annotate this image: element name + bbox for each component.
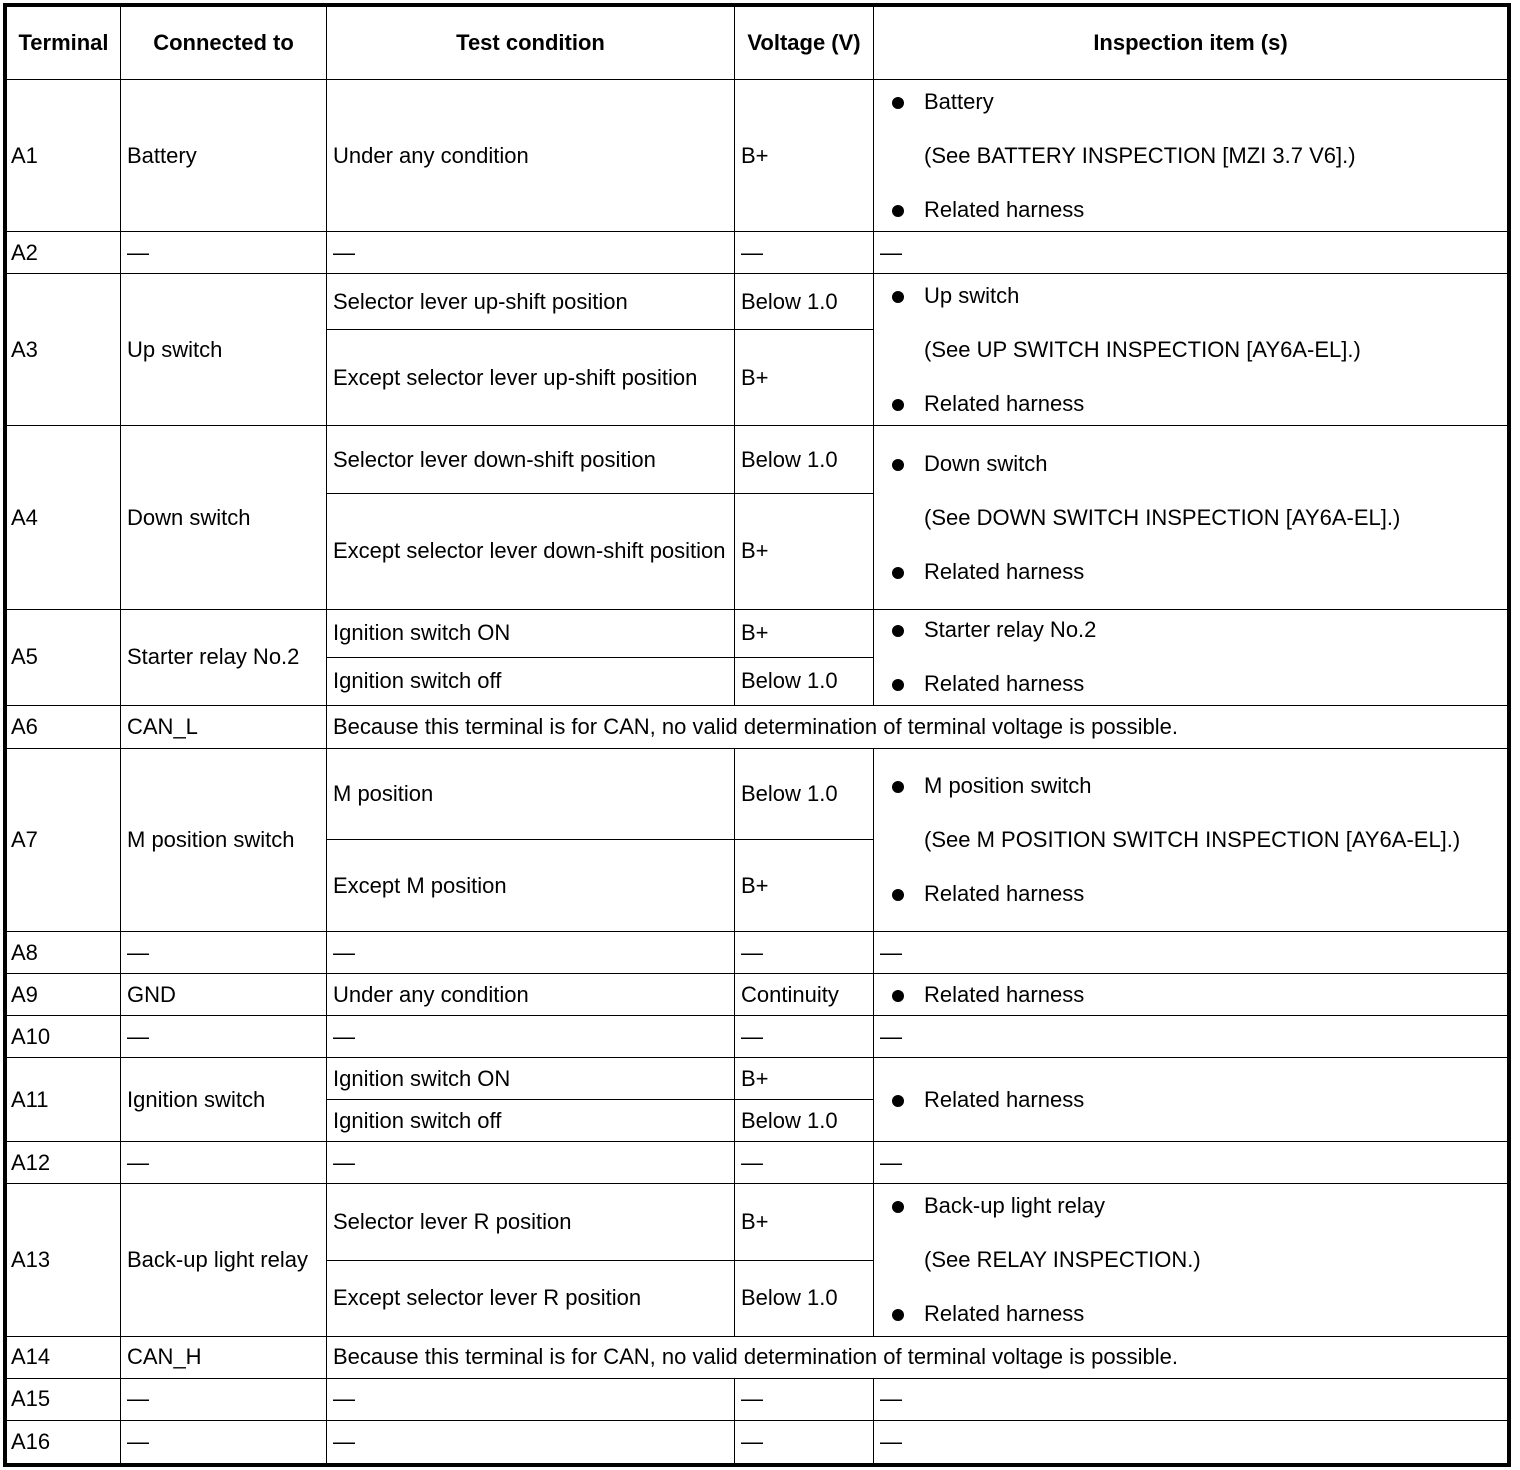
header-test-condition: Test condition <box>327 7 735 80</box>
inspection-item: Related harness <box>924 1085 1501 1115</box>
inspection-list <box>880 615 1501 699</box>
test-condition-cell: Under any condition <box>327 974 735 1016</box>
inspection-item: M position switch <box>924 771 1501 801</box>
connected-to-cell: Battery <box>121 80 327 232</box>
spacer <box>924 479 1501 503</box>
connected-to-cell: Down switch <box>121 426 327 609</box>
terminal-cell: A9 <box>7 974 121 1016</box>
voltage-cell: — <box>735 932 874 974</box>
terminal-cell: A12 <box>7 1142 121 1184</box>
inspection-item: Related harness <box>924 389 1501 419</box>
inspection-item: Related harness <box>924 195 1501 225</box>
inspection-cell <box>874 80 1508 232</box>
voltage-cell: Below 1.0 <box>735 1260 874 1336</box>
terminal-cell: A11 <box>7 1058 121 1142</box>
terminal-cell: A1 <box>7 80 121 232</box>
connected-to-cell: GND <box>121 974 327 1016</box>
connected-to-cell: CAN_H <box>121 1336 327 1378</box>
table-row <box>7 232 1508 274</box>
inspection-cell: — <box>874 1016 1508 1058</box>
header-terminal: Terminal <box>7 7 121 80</box>
test-condition-cell: Selector lever R position <box>327 1184 735 1260</box>
inspection-reference: (See M POSITION SWITCH INSPECTION [AY6A-EL].) <box>924 827 1461 853</box>
spacer <box>924 1221 1501 1245</box>
voltage-cell: B+ <box>735 609 874 657</box>
table-row <box>7 426 1508 493</box>
voltage-cell: Below 1.0 <box>735 1100 874 1142</box>
connected-to-cell: Ignition switch <box>121 1058 327 1142</box>
inspection-cell <box>874 274 1508 426</box>
terminal-cell: A8 <box>7 932 121 974</box>
terminal-voltage-table <box>6 6 1508 1464</box>
voltage-cell: B+ <box>735 1184 874 1260</box>
inspection-cell <box>874 426 1508 609</box>
voltage-cell: — <box>735 232 874 274</box>
spacer <box>924 855 1501 879</box>
table-row <box>7 1378 1508 1420</box>
inspection-item: Starter relay No.2 <box>924 615 1501 645</box>
voltage-cell: — <box>735 1420 874 1463</box>
connected-to-cell: Up switch <box>121 274 327 426</box>
connected-to-cell: — <box>121 232 327 274</box>
spacer <box>924 533 1501 557</box>
inspection-item: Down switch <box>924 449 1501 479</box>
terminal-cell: A5 <box>7 609 121 705</box>
terminal-cell: A6 <box>7 705 121 748</box>
inspection-list <box>880 771 1501 909</box>
table-row <box>7 1016 1508 1058</box>
test-condition-cell: — <box>327 1142 735 1184</box>
can-note-cell: Because this terminal is for CAN, no valid determination of terminal voltage is possible. <box>327 705 1508 748</box>
terminal-cell: A2 <box>7 232 121 274</box>
test-condition-cell: — <box>327 1378 735 1420</box>
test-condition-cell: Selector lever up-shift position <box>327 274 735 330</box>
test-condition-cell: Ignition switch ON <box>327 1058 735 1100</box>
connected-to-cell: — <box>121 1378 327 1420</box>
inspection-cell <box>874 1058 1508 1142</box>
test-condition-cell: — <box>327 232 735 274</box>
voltage-cell: Below 1.0 <box>735 657 874 705</box>
inspection-cell: — <box>874 932 1508 974</box>
voltage-cell: Continuity <box>735 974 874 1016</box>
inspection-list <box>880 281 1501 419</box>
voltage-cell: Below 1.0 <box>735 748 874 839</box>
terminal-cell: A16 <box>7 1420 121 1463</box>
voltage-cell: B+ <box>735 330 874 426</box>
test-condition-cell: Ignition switch ON <box>327 609 735 657</box>
inspection-cell <box>874 748 1508 931</box>
voltage-cell: — <box>735 1016 874 1058</box>
inspection-item: Battery <box>924 87 1501 117</box>
inspection-reference: (See BATTERY INSPECTION [MZI 3.7 V6].) <box>924 142 1356 168</box>
spacer <box>924 801 1501 825</box>
inspection-reference: (See RELAY INSPECTION.) <box>924 1247 1201 1273</box>
terminal-cell: A15 <box>7 1378 121 1420</box>
inspection-cell: — <box>874 1420 1508 1463</box>
test-condition-cell: Ignition switch off <box>327 1100 735 1142</box>
table-row <box>7 705 1508 748</box>
table-row <box>7 1184 1508 1260</box>
inspection-cell: — <box>874 1378 1508 1420</box>
test-condition-cell: Except selector lever down-shift position <box>327 493 735 609</box>
voltage-cell: B+ <box>735 493 874 609</box>
voltage-cell: Below 1.0 <box>735 426 874 493</box>
test-condition-cell: Selector lever down-shift position <box>327 426 735 493</box>
table-row <box>7 974 1508 1016</box>
terminal-cell: A7 <box>7 748 121 931</box>
spacer <box>924 1275 1501 1299</box>
header-row <box>7 7 1508 80</box>
inspection-cell <box>874 609 1508 705</box>
voltage-cell: B+ <box>735 80 874 232</box>
header-inspection-items: Inspection item (s) <box>874 7 1508 80</box>
table-row <box>7 932 1508 974</box>
inspection-cell: — <box>874 1142 1508 1184</box>
spacer <box>924 365 1501 389</box>
spacer <box>924 311 1501 335</box>
inspection-list <box>880 1191 1501 1329</box>
table-row <box>7 1336 1508 1378</box>
connected-to-cell: — <box>121 1016 327 1058</box>
can-note-cell: Because this terminal is for CAN, no valid determination of terminal voltage is possible. <box>327 1336 1508 1378</box>
table-row <box>7 1058 1508 1100</box>
test-condition-cell: — <box>327 1016 735 1058</box>
terminal-cell: A4 <box>7 426 121 609</box>
connected-to-cell: Back-up light relay <box>121 1184 327 1336</box>
spacer <box>924 171 1501 195</box>
test-condition-cell: M position <box>327 748 735 839</box>
inspection-item: Related harness <box>924 980 1501 1010</box>
connected-to-cell: Starter relay No.2 <box>121 609 327 705</box>
terminal-cell: A3 <box>7 274 121 426</box>
table-row <box>7 1142 1508 1184</box>
terminal-cell: A13 <box>7 1184 121 1336</box>
inspection-item: Up switch <box>924 281 1501 311</box>
inspection-item: Related harness <box>924 1299 1501 1329</box>
inspection-item: Related harness <box>924 879 1501 909</box>
test-condition-cell: Except selector lever up-shift position <box>327 330 735 426</box>
voltage-cell: Below 1.0 <box>735 274 874 330</box>
spacer <box>924 117 1501 141</box>
header-connected-to: Connected to <box>121 7 327 80</box>
connected-to-cell: M position switch <box>121 748 327 931</box>
terminal-cell: A14 <box>7 1336 121 1378</box>
terminal-cell: A10 <box>7 1016 121 1058</box>
connected-to-cell: — <box>121 1420 327 1463</box>
inspection-cell: — <box>874 232 1508 274</box>
test-condition-cell: Except selector lever R position <box>327 1260 735 1336</box>
table-row <box>7 609 1508 657</box>
inspection-reference: (See UP SWITCH INSPECTION [AY6A-EL].) <box>924 336 1361 362</box>
inspection-item: Related harness <box>924 669 1501 699</box>
inspection-cell <box>874 974 1508 1016</box>
inspection-item: Related harness <box>924 557 1501 587</box>
inspection-list <box>880 1085 1501 1115</box>
inspection-list <box>880 980 1501 1010</box>
voltage-cell: B+ <box>735 840 874 932</box>
inspection-reference: (See DOWN SWITCH INSPECTION [AY6A-EL].) <box>924 504 1401 530</box>
voltage-cell: — <box>735 1378 874 1420</box>
connected-to-cell: — <box>121 932 327 974</box>
table-row <box>7 1420 1508 1463</box>
test-condition-cell: — <box>327 1420 735 1463</box>
voltage-cell: B+ <box>735 1058 874 1100</box>
spacer <box>924 645 1501 669</box>
test-condition-cell: Except M position <box>327 840 735 932</box>
table-row <box>7 748 1508 839</box>
connected-to-cell: CAN_L <box>121 705 327 748</box>
table-row <box>7 274 1508 330</box>
table-row <box>7 80 1508 232</box>
inspection-list <box>880 87 1501 225</box>
header-voltage: Voltage (V) <box>735 7 874 80</box>
inspection-list <box>880 449 1501 587</box>
inspection-cell <box>874 1184 1508 1336</box>
test-condition-cell: — <box>327 932 735 974</box>
inspection-item: Back-up light relay <box>924 1191 1501 1221</box>
voltage-cell: — <box>735 1142 874 1184</box>
test-condition-cell: Ignition switch off <box>327 657 735 705</box>
test-condition-cell: Under any condition <box>327 80 735 232</box>
connected-to-cell: — <box>121 1142 327 1184</box>
